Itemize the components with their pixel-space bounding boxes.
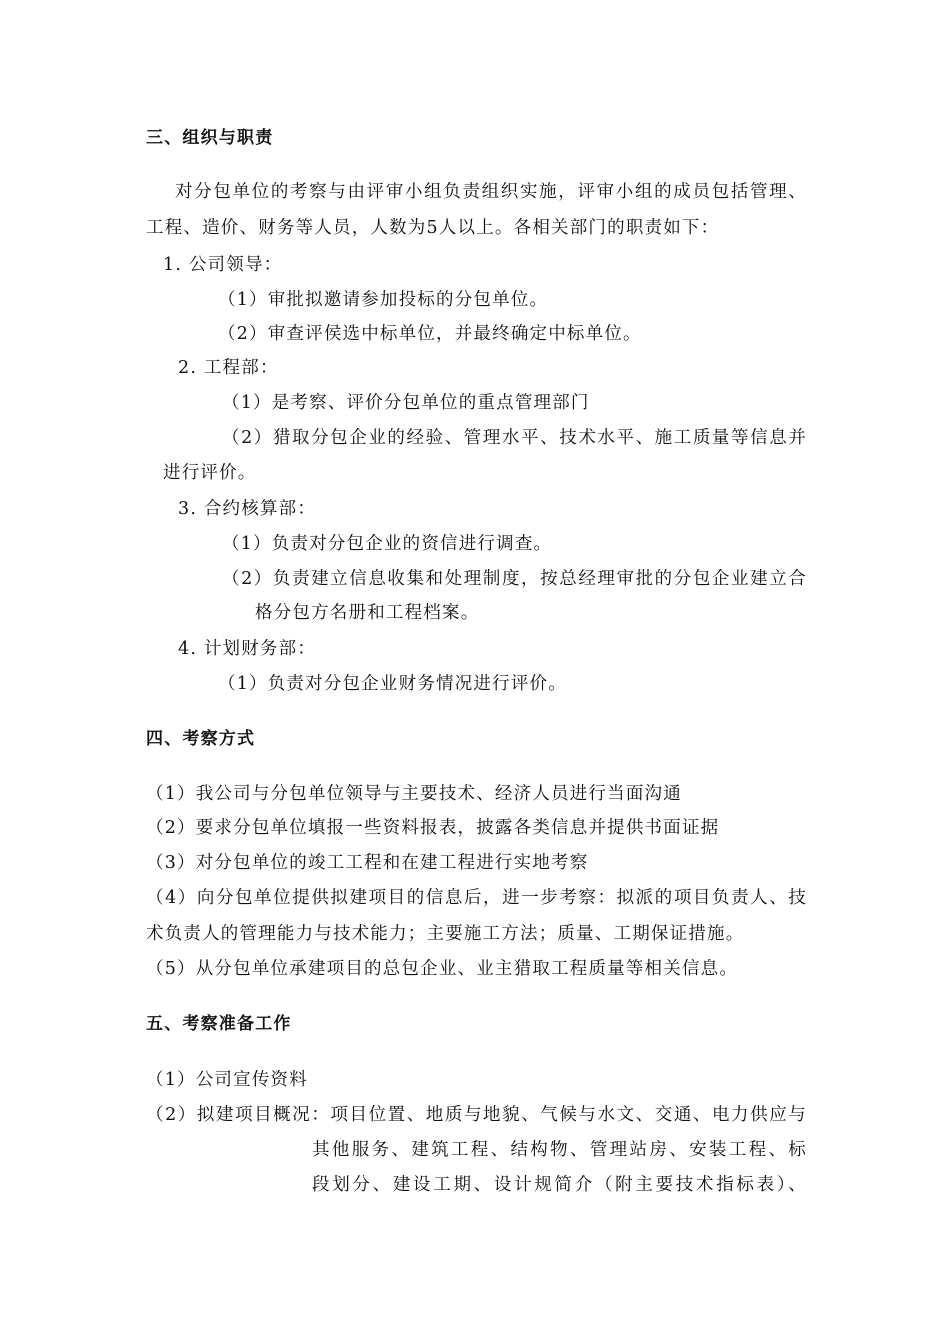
section-5-line-1: （1）公司宣传资料	[146, 1070, 308, 1090]
section-4-line-6: （5）从分包单位承建项目的总包企业、业主猎取工程质量等相关信息。	[146, 959, 739, 979]
item-2-sub-2: （2）猎取分包企业的经验、管理水平、技术水平、施工质量等信息并	[222, 428, 807, 448]
item-2-label: 2. 工程部：	[178, 358, 279, 378]
item-3-sub-2-cont: 格分包方名册和工程档案。	[255, 603, 480, 623]
section-4-line-2: （2）要求分包单位填报一些资料报表，披露各类信息并提供书面证据	[146, 818, 720, 838]
section-5-title: 五、考察准备工作	[146, 1014, 292, 1034]
item-2-sub-2-cont: 进行评价。	[163, 463, 257, 483]
section-3-intro-line-1: 对分包单位的考察与由评审小组负责组织实施，评审小组的成员包括管理、	[175, 182, 807, 202]
item-1-sub-2: （2）审查评侯选中标单位，并最终确定中标单位。	[218, 324, 642, 344]
item-1-label: 1. 公司领导：	[163, 255, 283, 275]
section-4-line-1: （1）我公司与分包单位领导与主要技术、经济人员进行当面沟通	[146, 784, 682, 804]
item-4-label: 4. 计划财务部：	[178, 639, 317, 659]
item-1-sub-1: （1）审批拟邀请参加投标的分包单位。	[218, 290, 549, 310]
section-4-line-5: 术负责人的管理能力与技术能力；主要施工方法；质量、工期保证措施。	[146, 924, 745, 944]
section-5-line-4: 段划分、建设工期、设计规简介（附主要技术指标表）、	[312, 1175, 807, 1195]
item-4-sub-1: （1）负责对分包企业财务情况进行评价。	[218, 674, 567, 694]
section-4-line-3: （3）对分包单位的竣工工程和在建工程进行实地考察	[146, 853, 589, 873]
item-2-sub-1: （1）是考察、评价分包单位的重点管理部门	[222, 393, 590, 413]
section-5-line-2: （2）拟建项目概况：项目位置、地质与地貌、气候与水文、交通、电力供应与	[146, 1105, 807, 1125]
section-4-line-4: （4）向分包单位提供拟建项目的信息后，进一步考察：拟派的项目负责人、技	[146, 888, 807, 908]
section-4-title: 四、考察方式	[146, 729, 256, 749]
section-3-intro-line-2: 工程、造价、财务等人员，人数为5人以上。各相关部门的职责如下：	[146, 218, 720, 238]
section-5-line-3: 其他服务、建筑工程、结构物、管理站房、安装工程、标	[312, 1140, 807, 1160]
section-3-title: 三、组织与职责	[146, 128, 274, 148]
item-3-sub-1: （1）负责对分包企业的资信进行调查。	[222, 534, 553, 554]
item-3-sub-2: （2）负责建立信息收集和处理制度，按总经理审批的分包企业建立合	[222, 569, 807, 589]
item-3-label: 3. 合约核算部：	[178, 499, 317, 519]
